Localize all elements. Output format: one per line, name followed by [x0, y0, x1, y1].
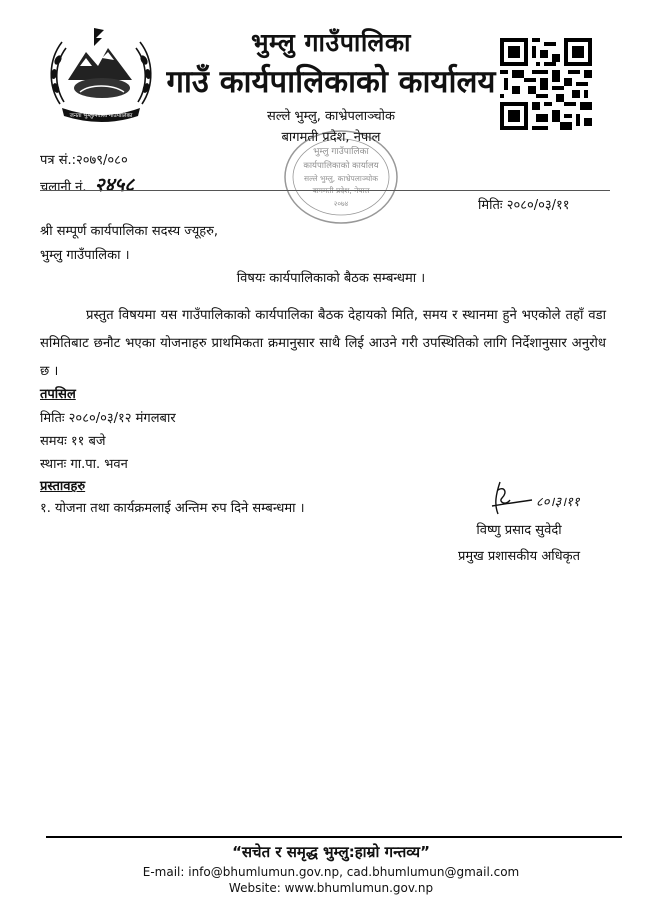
- signature-date: ८०।३।११: [536, 495, 580, 510]
- stamp-line-2: कार्यपालिकाको कार्यालय: [303, 161, 379, 171]
- details-heading: तपसिल: [40, 387, 76, 402]
- date-label: मितिः: [478, 198, 503, 213]
- details-date: मितिः २०८०/०३/१२ मंगलबार: [40, 411, 176, 426]
- stamp-line-3: सल्ले भुम्लु, काभ्रेपलाञ्चोक: [304, 174, 378, 183]
- footer-website: Website: www.bhumlumun.gov.np: [228, 881, 434, 895]
- header-rule: [40, 190, 610, 191]
- chalani-number: [40, 171, 134, 197]
- footer-motto: “सचेत र समृद्ध भुम्लु:हाम्रो गन्तव्य”: [232, 843, 430, 861]
- signatory-name: विष्णु प्रसाद सुवेदी: [476, 523, 562, 538]
- patra-label: पत्र सं.:: [40, 153, 76, 168]
- details-place: स्थानः गा.पा. भवन: [40, 457, 128, 472]
- patra-value: २०७९/०८०: [76, 153, 128, 168]
- qr-code-icon: [500, 38, 592, 130]
- signature-block: [444, 518, 594, 570]
- address-line-2: बागमती प्रदेश, नेपाल: [281, 130, 381, 145]
- letter-date: [478, 195, 570, 213]
- emblem-caption: जनता भुम्लुनिवासी गाउँपालिका: [69, 113, 133, 119]
- proposals-heading: प्रस्तावहरु: [40, 479, 86, 494]
- subject-line: विषयः कार्यपालिकाको बैठक सम्बन्धमा ।: [236, 271, 426, 286]
- office-stamp: [282, 128, 400, 226]
- footer-email: E-mail: info@bhumlumun.gov.np, cad.bhumlumun@gmail.com: [142, 865, 520, 879]
- stamp-year: २०७४: [333, 200, 349, 208]
- recipient-line-1: श्री सम्पूर्ण कार्यपालिका सदस्य ज्यूहरु,: [40, 224, 219, 239]
- chalani-label: चलानी नं.: [40, 180, 87, 195]
- signatory-title: प्रमुख प्रशासकीय अधिकृत: [457, 549, 581, 564]
- proposal-item-1: १. योजना तथा कार्यक्रमलाई अन्तिम रुप दिने सम्बन्धमा ।: [40, 501, 305, 516]
- stamp-line-1: भुम्लु गाउँपालिका: [313, 147, 369, 157]
- office-name: गाउँ कार्यपालिकाको कार्यालय: [166, 64, 496, 100]
- chalani-value: २४५८: [94, 174, 135, 196]
- body-paragraph: प्रस्तुत विषयमा यस गाउँपालिकाको कार्यपालिका बैठक देहायको मिति, समय र स्थानमा हुने भएकोले तहाँ वडा समितिबाट छनौट भएका योजनाहरु प्राथमिकता क्रमानुसार साथै लिई आउने गरी उपस्थितिको लागि निर्देशानुसार अनुरोध छ ।: [40, 308, 606, 379]
- footer-rule: [46, 836, 622, 838]
- date-value: २०८०/०३/११: [506, 198, 570, 213]
- address-line-1: सल्ले भुम्लु, काभ्रेपलाञ्चोक: [266, 109, 396, 124]
- municipality-name: भुम्लु गाउँपालिका: [250, 28, 411, 57]
- recipient-line-2: भुम्लु गाउँपालिका ।: [40, 248, 130, 263]
- details-time: समयः ११ बजे: [40, 434, 106, 449]
- stamp-line-4: बागमती प्रदेश, नेपाल: [312, 186, 370, 195]
- patra-number: [40, 150, 128, 168]
